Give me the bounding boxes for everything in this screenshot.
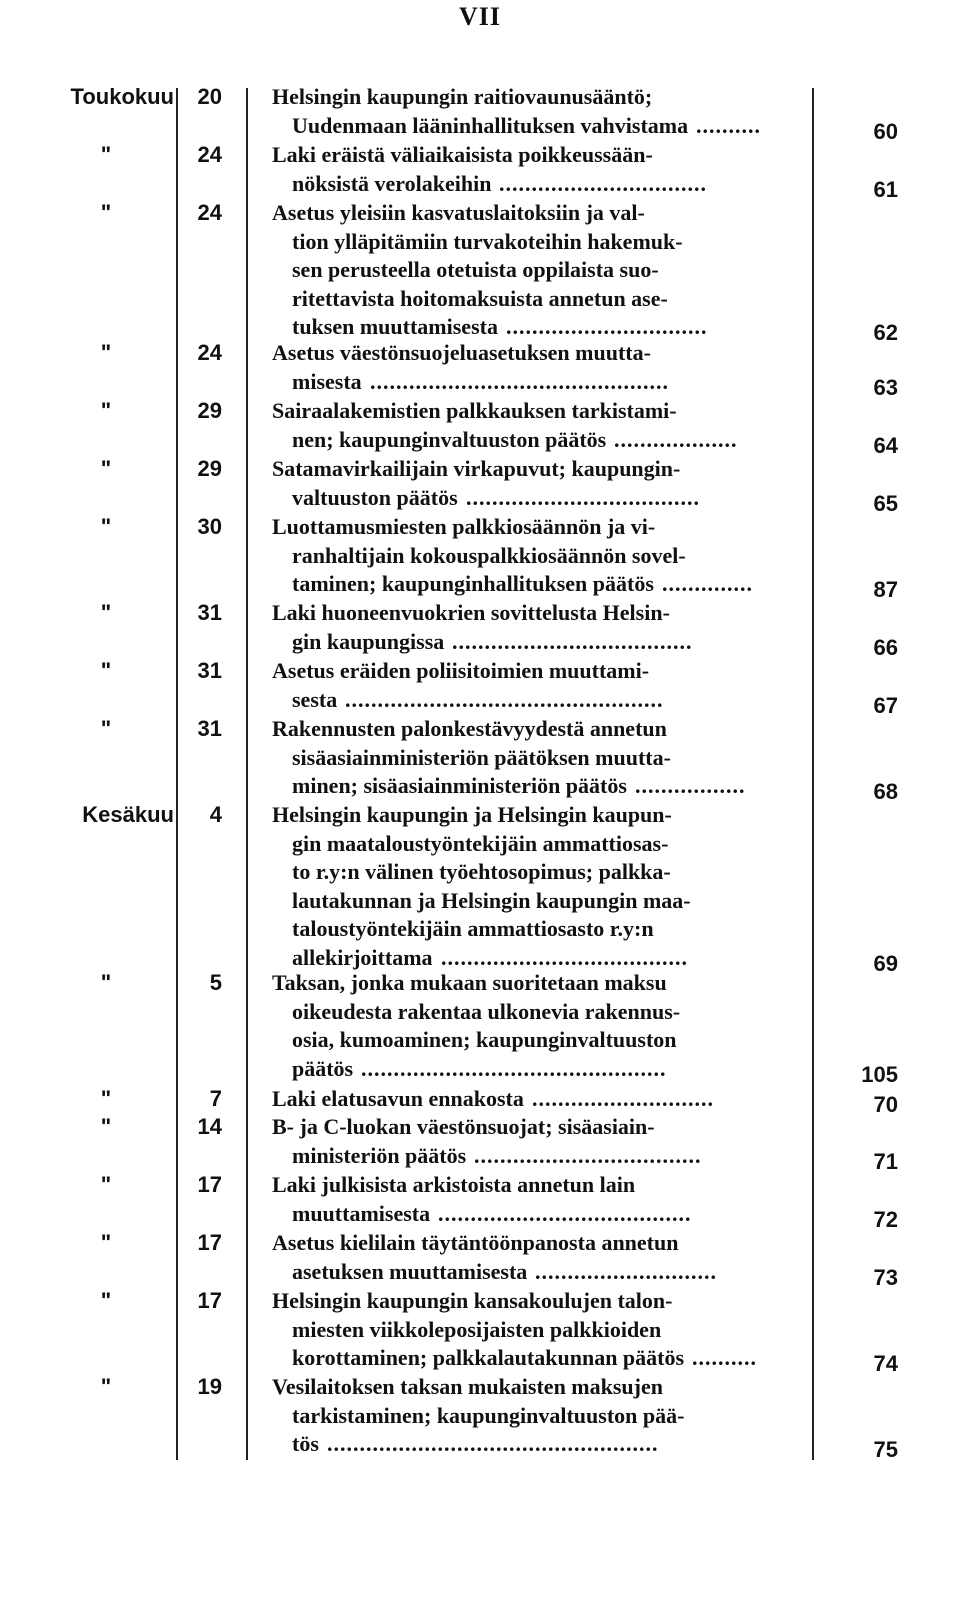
entry-title-line: Laki julkisista arkistoista annetun lain [272, 1172, 636, 1197]
dot-leader: ................................................... [327, 1431, 659, 1457]
entry-title-line: Asetus yleisiin kasvatuslaitoksiin ja val- [272, 200, 645, 225]
entry-page-number: 75 [873, 1437, 898, 1463]
dot-leader: .............. [662, 571, 753, 597]
entry-page-number: 70 [873, 1092, 898, 1117]
dot-leader: ................................................. [345, 686, 664, 712]
entry-page-number: 64 [873, 432, 898, 458]
entry-page-number: 72 [873, 1206, 898, 1232]
entry-title-line: nen; kaupunginvaltuuston päätös [292, 426, 607, 452]
entry-month: " [100, 456, 112, 481]
entry-title-line: to r.y:n välinen työehtosopimus; palkka- [292, 859, 671, 885]
entry-day: 4 [209, 802, 222, 827]
dot-leader: .............................................. [370, 368, 669, 394]
entry-day: 24 [197, 340, 222, 365]
entry-month: Toukokuu [70, 84, 174, 109]
entry-title-line: Satamavirkailijain virkapuvut; kaupungin- [272, 456, 681, 481]
entry-day: 20 [197, 84, 222, 109]
column-divider-page [812, 88, 814, 1460]
entry-day: 29 [197, 456, 222, 481]
entry-title-line: gin maataloustyöntekijäin ammattiosas- [292, 830, 669, 856]
entry-title-line: ranhaltijain kokouspalkkiosäännön sovel- [292, 542, 686, 568]
entry-title-line: korottaminen; palkkalautakunnan päätös [292, 1345, 685, 1371]
entry-title-line: tion ylläpitämiin turvakoteihin hakemuk- [292, 228, 683, 254]
entry-title-line: osia, kumoaminen; kaupunginvaltuuston [292, 1027, 677, 1053]
entry-title-line: Asetus väestönsuojeluasetuksen muutta- [272, 340, 651, 365]
dot-leader: ................... [614, 426, 738, 452]
entry-title-line: allekirjoittama [292, 945, 433, 970]
entry-page-number: 67 [873, 692, 898, 718]
entry-page-number: 66 [873, 634, 898, 660]
dot-leader: ...................................... [441, 945, 688, 970]
entry-title-line: tös [292, 1431, 319, 1457]
entry-title-line: misesta [292, 368, 362, 394]
entry-day: 31 [197, 658, 222, 683]
entry-page-number: 60 [873, 118, 898, 144]
entry-title-line: sen perusteella otetuista oppilaista suo- [292, 257, 659, 283]
column-divider-month [176, 88, 178, 1460]
entry-day: 17 [197, 1230, 222, 1255]
entry-page-number: 62 [873, 320, 898, 346]
entry-title-line: Uudenmaan lääninhallituksen vahvistama [292, 112, 689, 138]
dot-leader: ................................... [474, 1142, 702, 1168]
entry-title-line: lautakunnan ja Helsingin kaupungin maa- [292, 887, 691, 913]
entry-title-line: oikeudesta rakentaa ulkonevia rakennus- [292, 998, 681, 1024]
entry-title-line: ritettavista hoitomaksuista annetun ase- [292, 285, 668, 311]
dot-leader: ................. [635, 773, 746, 799]
entry-month: " [100, 142, 112, 167]
entry-day: 17 [197, 1172, 222, 1197]
entry-page-number: 69 [873, 951, 898, 976]
dot-leader: ....................................... [438, 1200, 692, 1226]
entry-title-line: nöksistä verolakeihin [292, 170, 492, 196]
entry-month: " [100, 1288, 112, 1313]
entry-page-number: 105 [861, 1061, 898, 1087]
dot-leader: ............................ [532, 1086, 714, 1111]
entry-month: " [100, 716, 112, 741]
entry-page-number: 74 [873, 1351, 898, 1377]
entry-day: 31 [197, 716, 222, 741]
entry-title-line: Helsingin kaupungin ja Helsingin kaupun- [272, 802, 672, 827]
entry-day: 7 [209, 1086, 222, 1111]
dot-leader: ..................................... [452, 628, 693, 654]
entry-title-line: Luottamusmiesten palkkiosäännön ja vi- [272, 514, 656, 539]
dot-leader: ................................ [499, 170, 707, 196]
entry-day: 30 [197, 514, 222, 539]
entry-title-line: asetuksen muuttamisesta [292, 1258, 528, 1284]
entry-month: " [100, 1172, 112, 1197]
page-number: VII [458, 2, 501, 31]
entry-month: " [100, 1086, 112, 1111]
entry-page-number: 65 [873, 490, 898, 516]
entry-month: " [100, 514, 112, 539]
entry-title-line: Helsingin kaupungin raitiovaunusääntö; [272, 84, 653, 109]
entry-title-line: Asetus eräiden poliisitoimien muuttami- [272, 658, 650, 683]
entry-day: 19 [197, 1374, 222, 1399]
entry-title-line: Sairaalakemistien palkkauksen tarkistami- [272, 398, 677, 423]
entry-month: Kesäkuu [82, 802, 174, 827]
entry-title-line: sisäasiainministeriön päätöksen muutta- [292, 744, 671, 770]
entry-month: " [100, 1374, 112, 1399]
entry-title-line: Helsingin kaupungin kansakoulujen talon- [272, 1288, 673, 1313]
dot-leader: .................................... [466, 484, 700, 510]
entry-page-number: 63 [873, 374, 898, 400]
entry-month: " [100, 1114, 112, 1139]
entry-day: 17 [197, 1288, 222, 1313]
entry-title-line: Vesilaitoksen taksan mukaisten maksujen [272, 1374, 663, 1399]
entry-title-line: B- ja C-luokan väestönsuojat; sisäasiain- [272, 1114, 655, 1139]
entry-title-line: sesta [292, 686, 338, 712]
entry-title-line: minen; sisäasiainministeriön päätös [292, 773, 627, 799]
entry-month: " [100, 200, 112, 225]
entry-title-line: Laki huoneenvuokrien sovittelusta Helsin- [272, 600, 670, 625]
entry-title-line: Laki elatusavun ennakosta [272, 1086, 524, 1111]
entry-month: " [100, 970, 112, 995]
dot-leader: .......... [696, 112, 761, 138]
entry-month: " [100, 658, 112, 683]
entry-title-line: gin kaupungissa [292, 628, 445, 654]
entry-title-line: päätös [292, 1055, 354, 1081]
entry-day: 24 [197, 200, 222, 225]
entry-title-line: muuttamisesta [292, 1200, 431, 1226]
entry-day: 24 [197, 142, 222, 167]
entry-title-line: ministeriön päätös [292, 1142, 467, 1168]
entry-title-line: tuksen muuttamisesta [292, 314, 498, 340]
entry-title-line: valtuuston päätös [292, 484, 458, 510]
entry-page-number: 71 [873, 1148, 898, 1174]
entry-day: 14 [197, 1114, 222, 1139]
entry-title-line: miesten viikkoleposijaisten palkkioiden [292, 1316, 662, 1342]
entry-page-number: 87 [873, 577, 898, 603]
entry-title-line: taloustyöntekijäin ammattiosasto r.y:n [292, 916, 654, 942]
column-divider-day [246, 88, 248, 1460]
dot-leader: .......... [692, 1345, 757, 1371]
entry-page-number: 73 [873, 1264, 898, 1290]
entry-day: 31 [197, 600, 222, 625]
entry-title-line: tarkistaminen; kaupunginvaltuuston pää- [292, 1402, 685, 1428]
entry-day: 5 [209, 970, 222, 995]
dot-leader: ............................................... [361, 1055, 667, 1081]
entry-month: " [100, 600, 112, 625]
dot-leader: ............................... [506, 314, 708, 340]
entry-title-line: Rakennusten palonkestävyydestä annetun [272, 716, 667, 741]
entry-title-line: Taksan, jonka mukaan suoritetaan maksu [272, 970, 667, 995]
entry-day: 29 [197, 398, 222, 423]
dot-leader: ............................ [535, 1258, 717, 1284]
entry-title-line: taminen; kaupunginhallituksen päätös [292, 571, 654, 597]
entry-month: " [100, 340, 112, 365]
entry-title-line: Laki eräistä väliaikaisista poikkeussään- [272, 142, 653, 167]
entry-month: " [100, 398, 112, 423]
entry-month: " [100, 1230, 112, 1255]
entry-page-number: 68 [873, 779, 898, 805]
entry-page-number: 61 [873, 176, 898, 202]
entry-title-line: Asetus kielilain täytäntöönpanosta annetun [272, 1230, 679, 1255]
